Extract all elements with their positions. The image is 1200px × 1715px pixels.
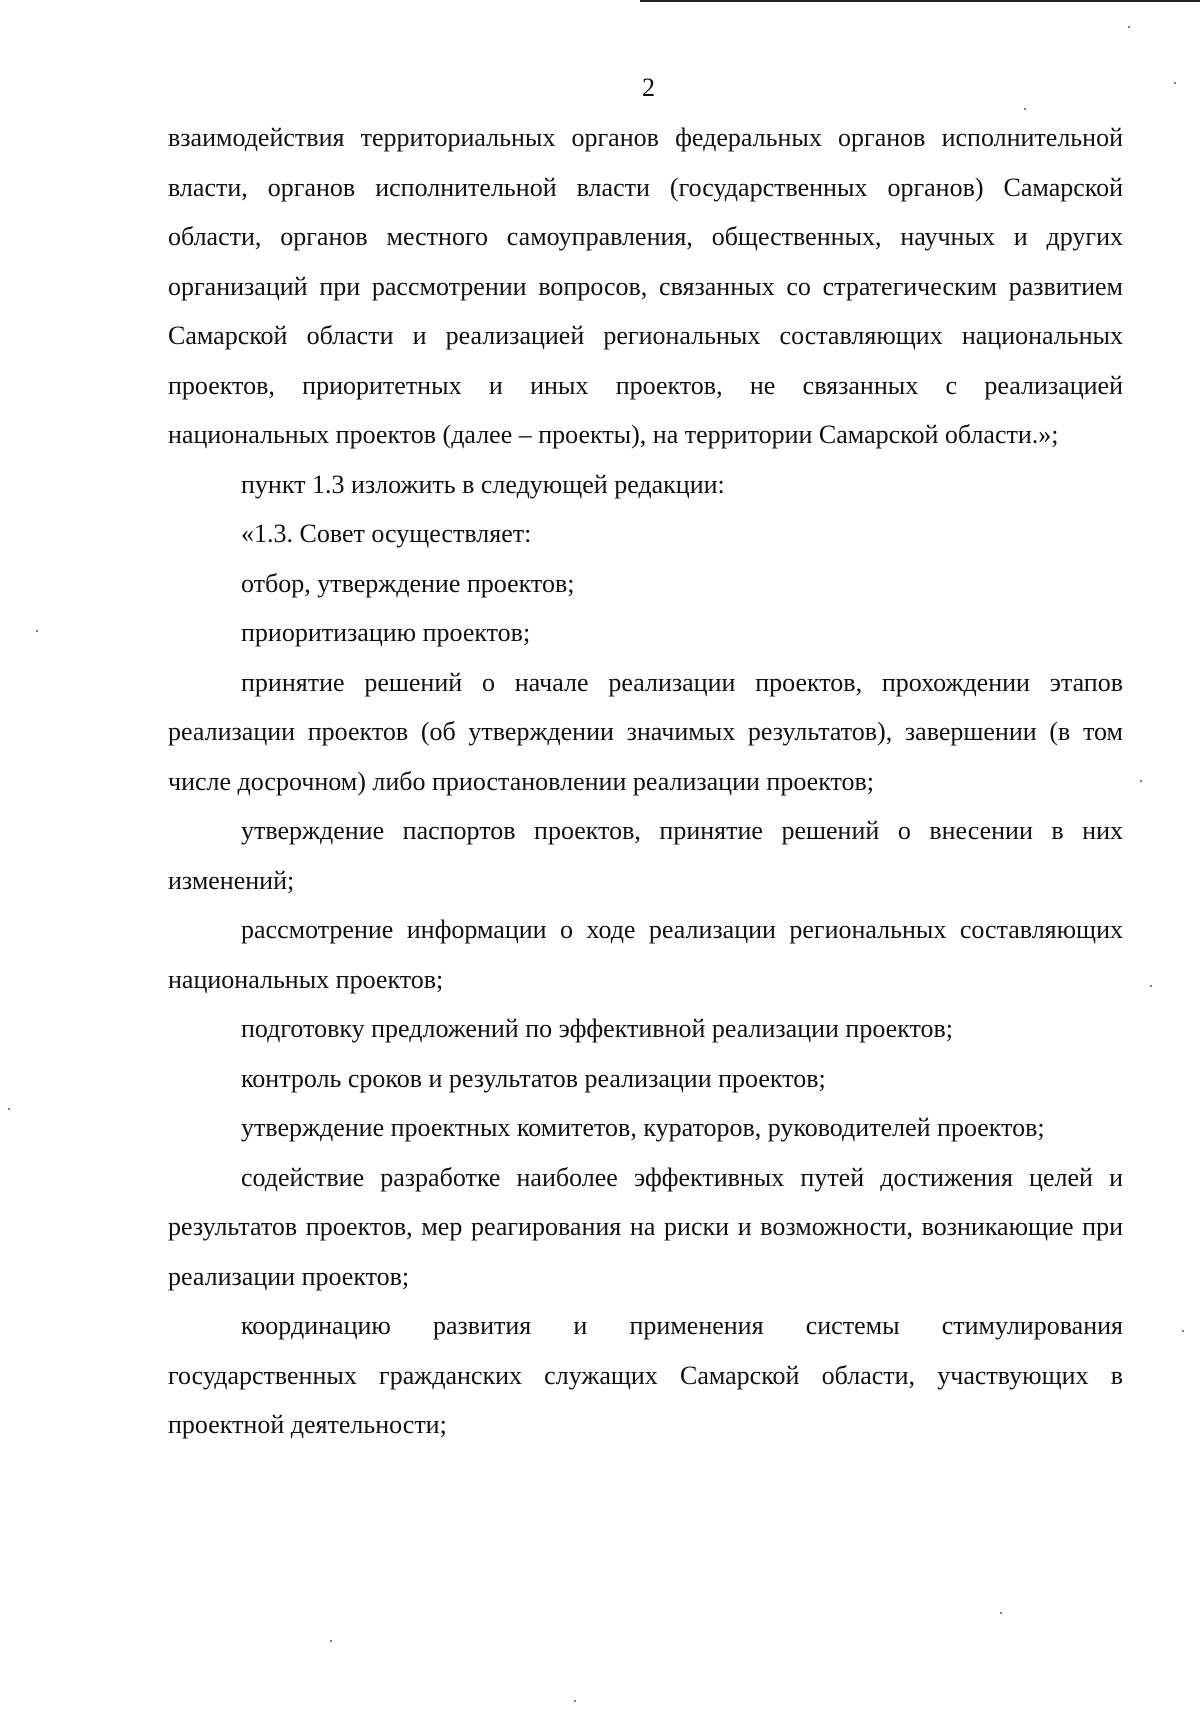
- top-border-line: [640, 0, 1200, 2]
- paragraph: контроль сроков и результатов реализации проектов;: [241, 1063, 826, 1093]
- scan-speck: [574, 1700, 576, 1702]
- scan-speck: [330, 1640, 332, 1642]
- scan-speck: [1174, 82, 1176, 84]
- paragraph: принятие решений о начале реализации проектов, прохождении этапов реализации проектов (об утверждении значимых результатов), завершении (в том числе досрочном) либо приостановлении реализации проектов;: [168, 667, 1123, 796]
- scan-speck: [1182, 1330, 1184, 1332]
- scan-speck: [1000, 1612, 1002, 1614]
- paragraph: приоритизацию проектов;: [241, 618, 531, 647]
- paragraph: координацию развития и применения системы стимулирования государственных гражданских служащих Самарской области, участвующих в проектной деятельности;: [168, 1311, 1123, 1439]
- paragraph: утверждение паспортов проектов, принятие решений о внесении в них изменений;: [168, 816, 1123, 895]
- paragraph: взаимодействия территориальных органов федеральных органов исполнительной власти, органов исполнительной власти (государственных органов) Самарской области, органов местного самоуправления, общественных, научных и других организаций при рассмотрении вопросов, связанных со стратегическим развитием Самарской области и реализацией региональных составляющих национальных проектов, приоритетных и иных проектов, не связанных с реализацией национальных проектов (далее – проекты), на территории Самарской области.»;: [168, 123, 1123, 449]
- scan-speck: [1128, 26, 1130, 28]
- paragraph: рассмотрение информации о ходе реализации региональных составляющих национальных проектов;: [168, 915, 1123, 994]
- scan-speck: [8, 1108, 10, 1110]
- scan-speck: [1140, 780, 1142, 782]
- paragraph: пункт 1.3 изложить в следующей редакции:: [241, 469, 725, 499]
- scan-speck: [1150, 985, 1152, 987]
- paragraph: подготовку предложений по эффективной реализации проектов;: [241, 1014, 954, 1043]
- scan-speck: [36, 630, 38, 632]
- paragraph: содействие разработке наиболее эффективных путей достижения целей и результатов проектов, мер реагирования на риски и возможности, возникающие при реализации проектов;: [168, 1162, 1123, 1291]
- page-number: 2: [642, 73, 655, 102]
- document-body: [168, 113, 1123, 1450]
- paragraph: «1.3. Совет осуществляет:: [241, 519, 532, 548]
- paragraph: отбор, утверждение проектов;: [241, 568, 575, 598]
- paragraph: утверждение проектных комитетов, кураторов, руководителей проектов;: [241, 1113, 1045, 1142]
- scan-speck: [1024, 108, 1026, 110]
